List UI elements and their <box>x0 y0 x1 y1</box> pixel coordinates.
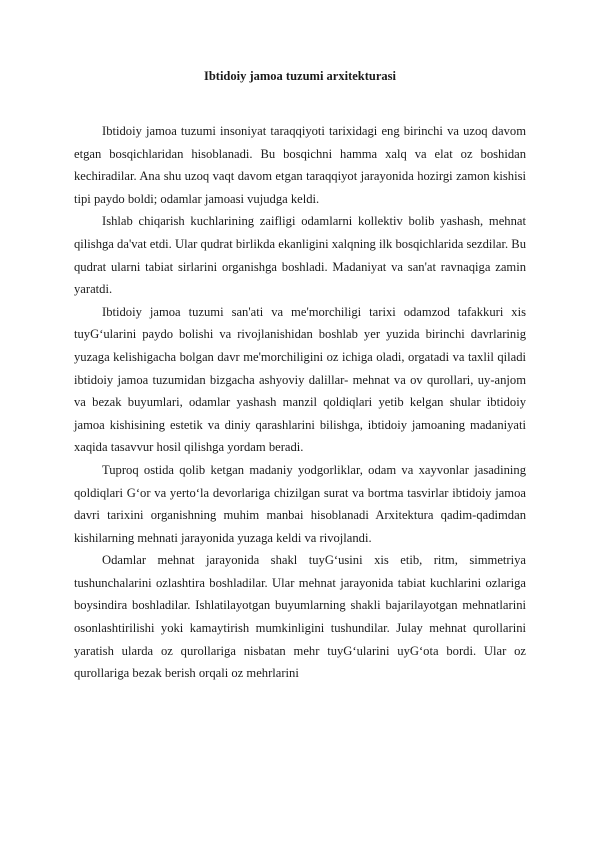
paragraph: Ibtidoiy jamoa tuzumi san'ati va me'morchiligi tarixi odamzod tafakkuri xis tuyG‘ularini paydo bolishi va rivojlanishidan boshlab yer yuzida birinchi davrlarinig yuzaga kelishigacha bolgan davr me'morchiligini oz ichiga oladi, orgatadi va taxlil qiladi ibtidoiy jamoa tuzumidan bizgacha ashyoviy dalillar- mehnat va ov qurollari, uy-anjom va bezak buyumlari, odamlar yashash manzil qoldiqlari yetib kelgan shular ibtidoiy jamoa kishisining estetik va diniy qarashlarini bilishga, ibtidoiy jamoaning madaniyati xaqida tasavvur hosil qilishga yordam beradi. <box>74 304 526 455</box>
paragraph: Ishlab chiqarish kuchlarining zaifligi odamlarni kollektiv bolib yashash, mehnat qilishga da'vat etdi. Ular qudrat birlikda ekanligini xalqning ilk bosqichlarida sezdilar. Bu qudrat ularni tabiat sirlarini organishga boshladi. Madaniyat va san'at ravnaqiga zamin yaratdi. <box>74 214 526 297</box>
document-body <box>74 120 526 685</box>
paragraph: Ibtidoiy jamoa tuzumi insoniyat taraqqiyoti tarixidagi eng birinchi va uzoq davom etgan bosqichlaridan hisoblanadi. Bu bosqichni hamma xalq va elat oz boshidan kechiradilar. Ana shu uzoq vaqt davom etgan taraqqiyot jarayonida hozirgi zamon kishisi tipi paydo boldi; odamlar jamoasi vujudga keldi. <box>74 124 526 206</box>
paragraph: Odamlar mehnat jarayonida shakl tuyG‘usini xis etib, ritm, simmetriya tushunchalarini ozlashtira boshladilar. Ular mehnat jarayonida tabiat kuchlarini ozlariga boysindira boshladilar. Ishlatilayotgan buyumlarning shakli bajarilayotgan mehnatlarini osonlashtirilishi yoki kamaytirish mumkinligini tushundilar. Julay mehnat qurollarini yaratish ularda oz qurollariga nisbatan mehr tuyG‘ularini uyG‘ota bordi. Ular oz qurollariga bezak berish orqali oz mehrlarini <box>74 553 526 681</box>
document-title: Ibtidoiy jamoa tuzumi arxitekturasi <box>203 69 396 83</box>
paragraph: Tuproq ostida qolib ketgan madaniy yodgorliklar, odam va xayvonlar jasadining qoldiqlari G‘or va yerto‘la devorlariga chizilgan surat va bortma tasvirlar ibtidoiy jamoa davri tarixini organishning muhim manbai hisoblanadi Arxitektura qadim-qadimdan kishilarning mehnati jarayonida yuzaga keldi va rivojlandi. <box>74 462 526 545</box>
